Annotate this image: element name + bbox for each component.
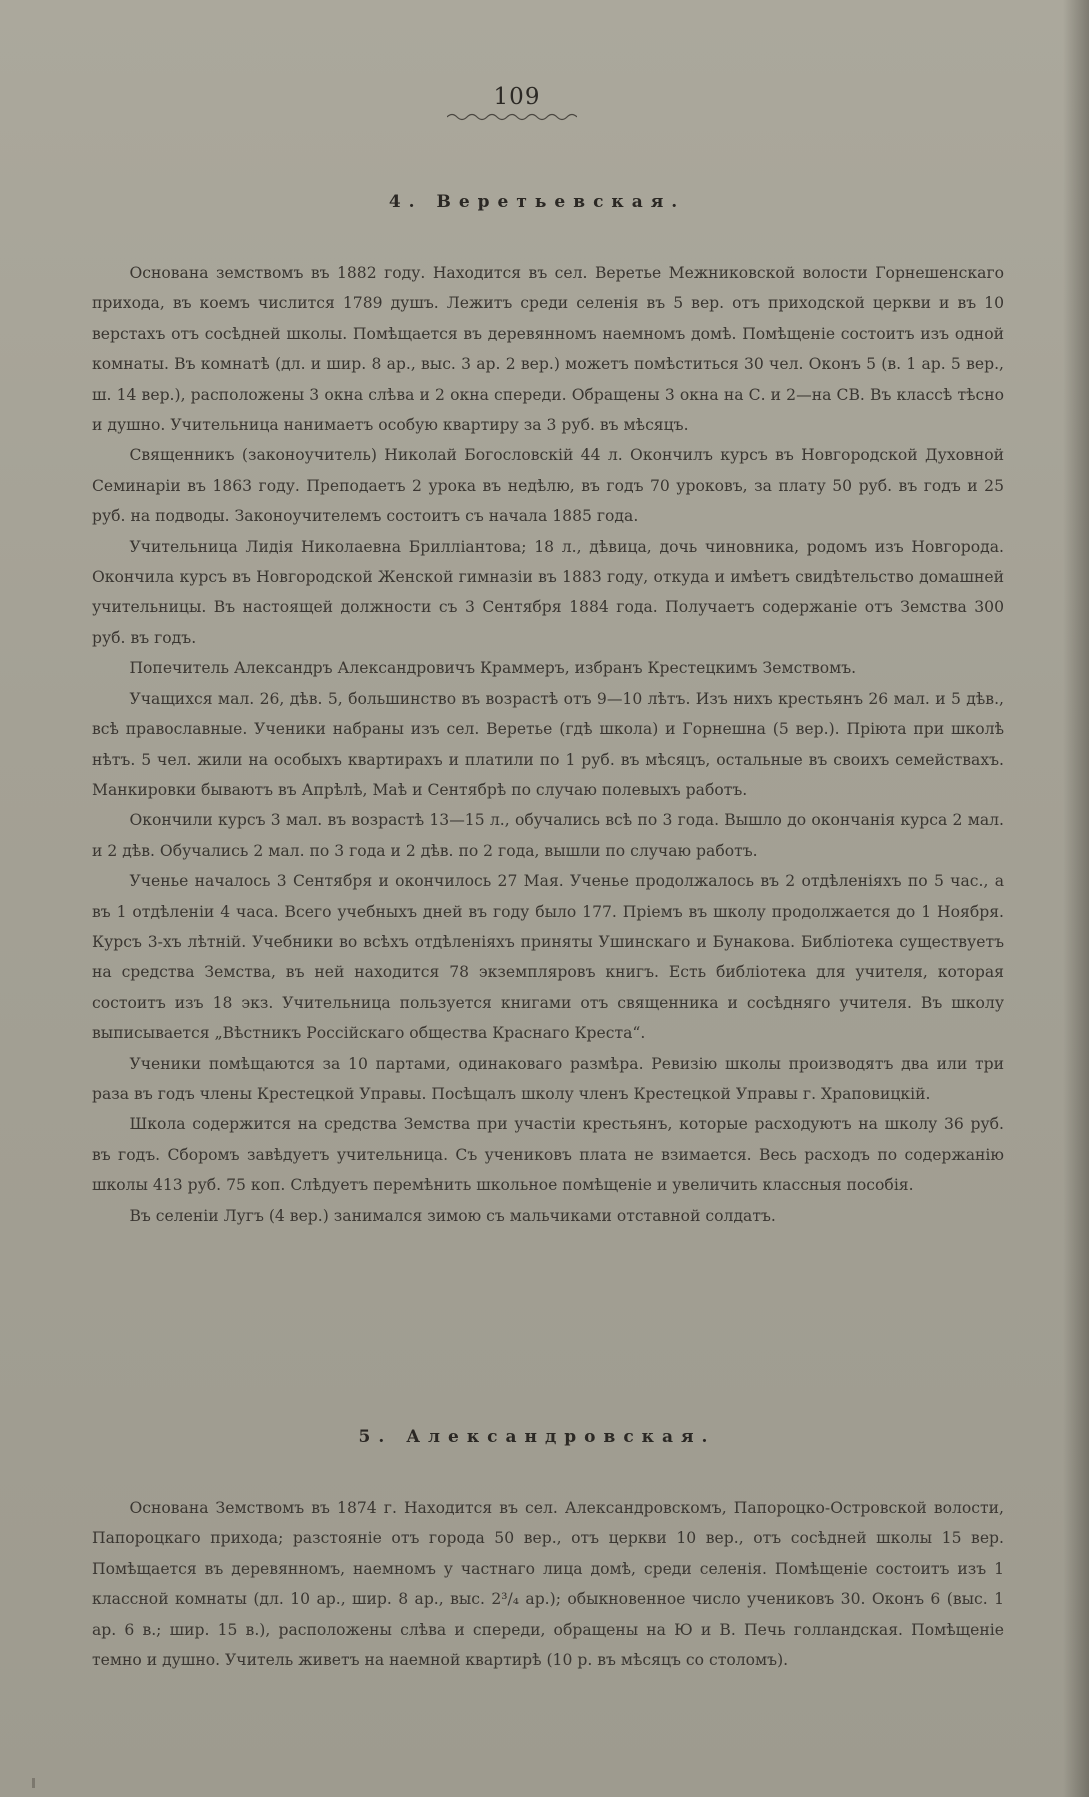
section-veretyevskaya <box>92 192 1004 1231</box>
paragraph: Священникъ (законоучитель) Николай Богословскій 44 л. Окончилъ курсъ въ Новгородской Духовной Семинаріи въ 1863 году. Преподаетъ 2 урока въ недѣлю, въ годъ 70 уроковъ, за плату 50 руб. въ годъ и 25 руб. на подводы. Законоучителемъ состоитъ съ начала 1885 года. <box>92 446 1004 526</box>
paragraph: Попечитель Александръ Александровичъ Краммеръ, избранъ Крестецкимъ Земствомъ. <box>129 659 857 678</box>
paragraph: Ученье началось 3 Сентября и окончилось 27 Мая. Ученье продолжалось въ 2 отдѣленіяхъ по 5 час., а въ 1 отдѣленіи 4 часа. Всего учебныхъ дней въ году было 177. Пріемъ въ школу продолжается до 1 Ноября. Курсъ 3-хъ лѣтній. Учебники во всѣхъ отдѣленіяхъ приняты Ушинскаго и Бунакова. Библіотека существуетъ на средства Земства, въ ней находится 78 экземпляровъ книгъ. Есть библіотека для учителя, которая состоитъ изъ 18 экз. Учительница пользуется книгами отъ священника и сосѣдняго учителя. Въ школу выписывается „Вѣстникъ Россійскаго общества Краснаго Креста“. <box>92 872 1004 1043</box>
section-aleksandrovskaya <box>92 1427 1004 1675</box>
paragraph: Окончили курсъ 3 мал. въ возрастѣ 13—15 л., обучались всѣ по 3 года. Вышло до окончанія курса 2 мал. и 2 дѣв. Обучались 2 мал. по 3 года и 2 дѣв. по 2 года, вышли по случаю работъ. <box>92 811 1004 860</box>
scan-mark <box>32 1778 35 1788</box>
paragraph: Основана Земствомъ въ 1874 г. Находится въ сел. Александровскомъ, Папороцко-Островской волости, Папороцкаго прихода; разстояніе отъ города 50 вер., отъ церкви 10 вер., отъ сосѣдней школы 15 вер. Помѣщается въ деревянномъ, наемномъ у частнаго лица домѣ, среди селенія. Помѣщеніе состоитъ изъ 1 классной комнаты (дл. 10 ар., шир. 8 ар., выс. 2³/₄ ар.); обыкновенное число учениковъ 30. Оконъ 6 (выс. 1 ар. 6 в.; шир. 15 в.), расположены слѣва и спереди, обращены на Ю и В. Печь голландская. Помѣщеніе темно и душно. Учитель живетъ на наемной квартирѣ (10 р. въ мѣсяцъ со столомъ). <box>92 1499 1004 1670</box>
paragraph: Учащихся мал. 26, дѣв. 5, большинство въ возрастѣ отъ 9—10 лѣтъ. Изъ нихъ крестьянъ 26 мал. и 5 дѣв., всѣ православные. Ученики набраны изъ сел. Веретье (гдѣ школа) и Горнешна (5 вер.). Пріюта при школѣ нѣтъ. 5 чел. жили на особыхъ квартирахъ и платили по 1 руб. въ мѣсяцъ, остальные въ своихъ семействахъ. Манкировки бываютъ въ Апрѣлѣ, Маѣ и Сентябрѣ по случаю полевыхъ работъ. <box>92 689 1004 799</box>
paragraph: Въ селеніи Лугъ (4 вер.) занимался зимою съ мальчиками отставной солдатъ. <box>129 1206 776 1225</box>
section-heading: 5. Александровская. <box>358 1427 716 1447</box>
wavy-ornament-icon <box>447 112 577 122</box>
paragraph: Учительница Лидія Николаевна Бриллiантова; 18 л., дѣвица, дочь чиновника, родомъ изъ Новгорода. Окончила курсъ въ Новгородской Женской гимназіи въ 1883 году, откуда и имѣетъ свидѣтельство домашней учительницы. Въ настоящей должности съ 3 Сентября 1884 года. Получаетъ содержаніе отъ Земства 300 руб. въ годъ. <box>92 537 1004 647</box>
paragraph: Основана земствомъ въ 1882 году. Находится въ сел. Веретье Межниковской волости Горнешенскаго прихода, въ коемъ числится 1789 душъ. Лежитъ среди селенія въ 5 вер. отъ приходской церкви и въ 10 верстахъ отъ сосѣдней школы. Помѣщается въ деревянномъ наемномъ домѣ. Помѣщеніе состоитъ изъ одной комнаты. Въ комнатѣ (дл. и шир. 8 ар., выс. 3 ар. 2 вер.) можетъ помѣститься 30 чел. Оконъ 5 (в. 1 ар. 5 вер., ш. 14 вер.), расположены 3 окна слѣва и 2 окна спереди. Обращены 3 окна на С. и 2—на СВ. Въ классѣ тѣсно и душно. Учительница нанимаетъ особую квартиру за 3 руб. въ мѣсяцъ. <box>92 264 1004 435</box>
section-body <box>92 258 1004 1231</box>
paragraph: Школа содержится на средства Земства при участіи крестьянъ, которые расходуютъ на школу 36 руб. въ годъ. Сборомъ завѣдуетъ учительница. Съ учениковъ плата не взимается. Весь расходъ по содержанію школы 413 руб. 75 коп. Слѣдуетъ перемѣнить школьное помѣщеніе и увеличить классныя пособія. <box>92 1115 1004 1195</box>
page-edge-shadow <box>1063 0 1089 1797</box>
section-body <box>92 1493 1004 1675</box>
page-number: 109 <box>493 84 541 110</box>
paragraph: Ученики помѣщаются за 10 партами, одинаковаго размѣра. Ревизію школы производятъ два или три раза въ годъ члены Крестецкой Управы. Посѣщалъ школу членъ Крестецкой Управы г. Храповицкій. <box>92 1054 1004 1103</box>
section-heading: 4. Веретьевская. <box>388 192 686 212</box>
